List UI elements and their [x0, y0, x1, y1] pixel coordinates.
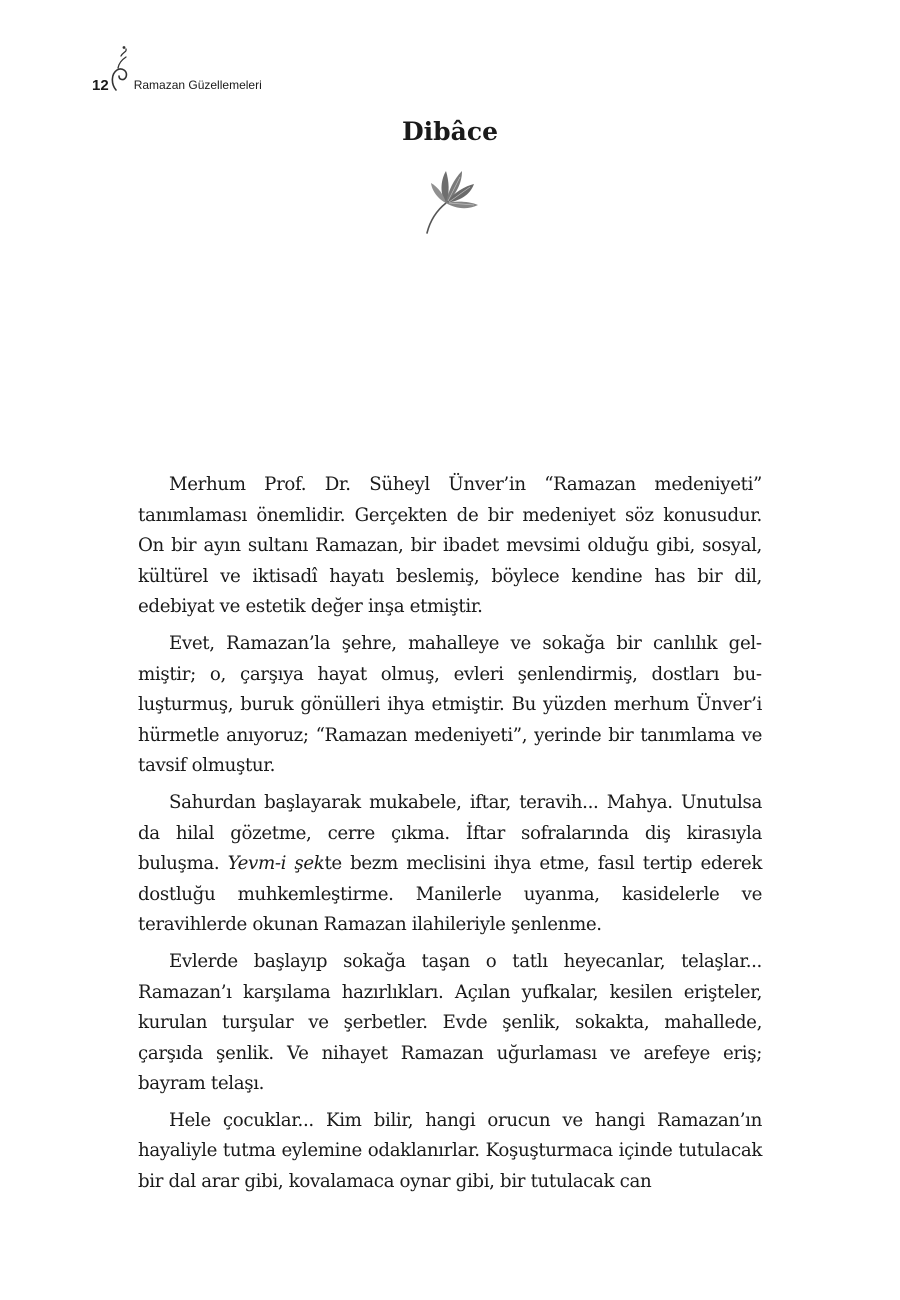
- running-header: [92, 44, 262, 94]
- paragraph-text: te bezm meclisini ihya etme, fasıl tertip ederek dostluğu muhkemleştirme. Manilerle uyanma, kasidelerle ve teravihlerde okunan Ramazan ilahileriyle şenlenme.: [138, 853, 762, 936]
- paragraph: Merhum Prof. Dr. Süheyl Ünver’in “Ramazan medeniyeti” tanımlaması önemlidir. Gerçekten de bir medeniyet söz konusudur. On bir ayın sultanı Ramazan, bir ibadet mevsimi olduğu gibi, sosyal, kültürel ve iktisadî hayatı beslemiş, böylece kendine has bir dil, edebiyat ve estetik değer inşa etmiştir.: [138, 474, 762, 618]
- book-title: Ramazan Güzellemeleri: [133, 78, 262, 92]
- emphasis-term: Yevm-i şek: [227, 853, 325, 875]
- paragraph: Hele çocuklar... Kim bilir, hangi orucun ve hangi Ramazan’ın hayaliyle tutma eylemine odaklanırlar. Koşuşturmaca içinde tutulacak bir dal arar gibi, kovalamaca oynar gibi, bir tutulacak can: [138, 1109, 762, 1193]
- paragraph: Evlerde başlayıp sokağa taşan o tatlı heyecanlar, telaşlar... Ramazan’ı karşılama hazırlıkları. Açılan yufkalar, kesilen erişteler, kurulan turşular ve şerbetler. Evde şenlik, sokakta, mahallede, çarşıda şenlik. Ve nihayet Ramazan uğurlaması ve arefeye eriş; bayram telaşı.: [138, 950, 762, 1095]
- page-number: 12: [92, 77, 109, 94]
- calligraphic-swirl-icon: [110, 44, 132, 94]
- paragraph: [138, 788, 762, 941]
- tulip-flower-icon: [418, 165, 482, 235]
- paragraph-text: Sahurdan başlayarak mukabele, iftar, teravih... Mahya. Unutulsa da hilal gözetme, cerre çıkma. İftar sofralarında diş kirasıyla buluşma.: [138, 791, 762, 875]
- body-text: [138, 470, 762, 1204]
- chapter-title: Dibâce: [402, 117, 498, 146]
- paragraph: Evet, Ramazan’la şehre, mahalleye ve sokağa bir canlılık gelmiştir; o, çarşıya hayat olmuş, evleri şenlendirmiş, dostları buluşturmuş, buruk gönülleri ihya etmiştir. Bu yüzden merhum Ünver’i hürmetle anıyoruz; “Ramazan medeniyeti”, yerinde bir tanımlama ve tavsif olmuştur.: [138, 632, 762, 777]
